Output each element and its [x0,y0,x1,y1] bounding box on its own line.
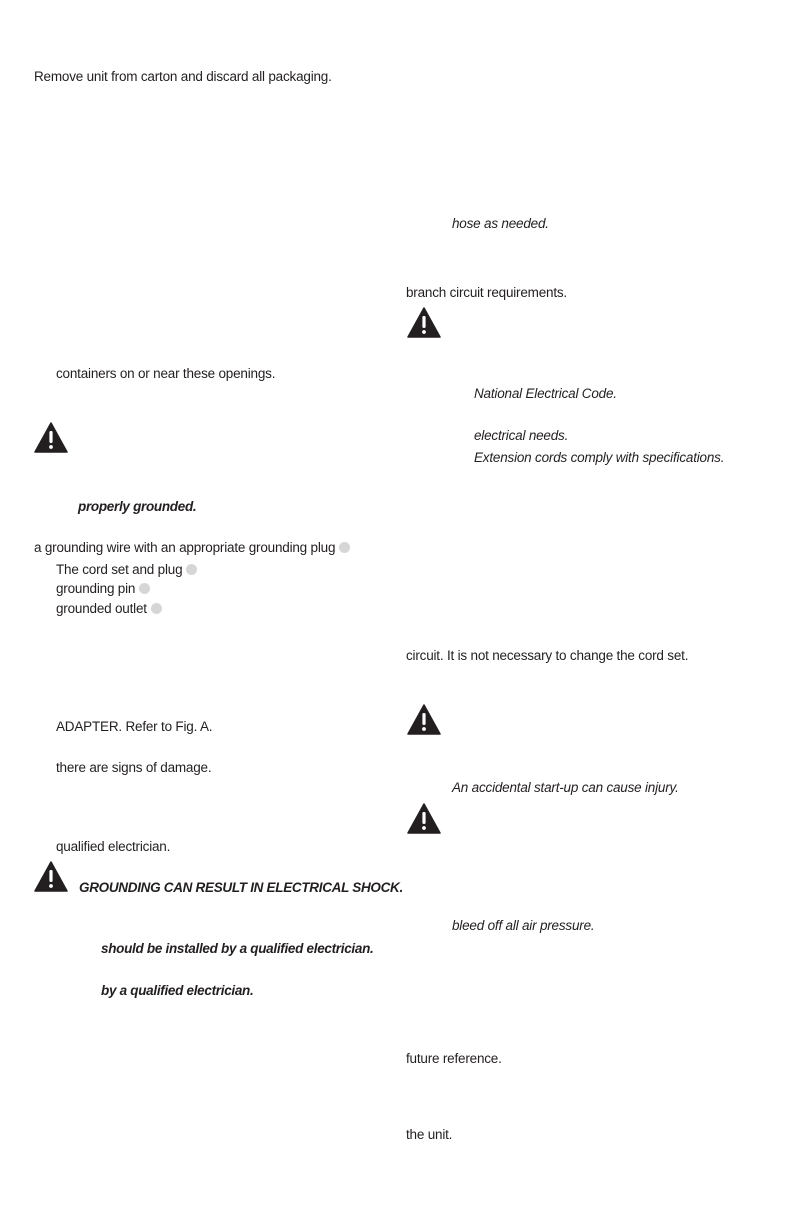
electrical-needs-text: electrical needs. [474,428,569,443]
grounded-outlet-label: grounded outlet [56,601,147,616]
grounded-outlet-text [56,601,162,617]
reference-marker-icon [139,583,150,594]
hose-text: hose as needed. [452,216,549,231]
installed-by-text: should be installed by a qualified electrician. [101,941,374,956]
reference-marker-icon [151,603,162,614]
nec-text: National Electrical Code. [474,386,617,401]
grounding-shock-text: GROUNDING CAN RESULT IN ELECTRICAL SHOCK. [79,880,403,895]
warning-triangle-icon [407,307,441,338]
containers-text: containers on or near these openings. [56,366,276,381]
cord-set-text [56,562,197,578]
warning-triangle-icon [34,861,68,892]
qualified-electrician-text: qualified electrician. [56,839,171,854]
circuit-text: circuit. It is not necessary to change the cord set. [406,648,689,663]
bleed-pressure-text: bleed off all air pressure. [452,918,595,933]
reference-marker-icon [339,542,350,553]
by-qualified-text: by a qualified electrician. [101,983,254,998]
extension-cords-text: Extension cords comply with specifications. [474,450,725,465]
properly-grounded-text: properly grounded. [78,499,197,514]
future-reference-text: future reference. [406,1051,502,1066]
grounding-wire-label: a grounding wire with an appropriate grounding plug [34,540,336,555]
signs-damage-text: there are signs of damage. [56,760,212,775]
the-unit-text: the unit. [406,1127,453,1142]
remove-unit-text: Remove unit from carton and discard all packaging. [34,69,332,84]
adapter-text: ADAPTER. Refer to Fig. A. [56,719,213,734]
warning-triangle-icon [407,803,441,834]
accidental-startup-text: An accidental start-up can cause injury. [452,780,679,795]
cord-set-label: The cord set and plug [56,562,183,577]
branch-circuit-text: branch circuit requirements. [406,285,567,300]
reference-marker-icon [186,564,197,575]
grounding-pin-text [56,581,150,597]
grounding-pin-label: grounding pin [56,581,136,596]
warning-triangle-icon [407,704,441,735]
grounding-wire-text [34,540,350,556]
warning-triangle-icon [34,422,68,453]
